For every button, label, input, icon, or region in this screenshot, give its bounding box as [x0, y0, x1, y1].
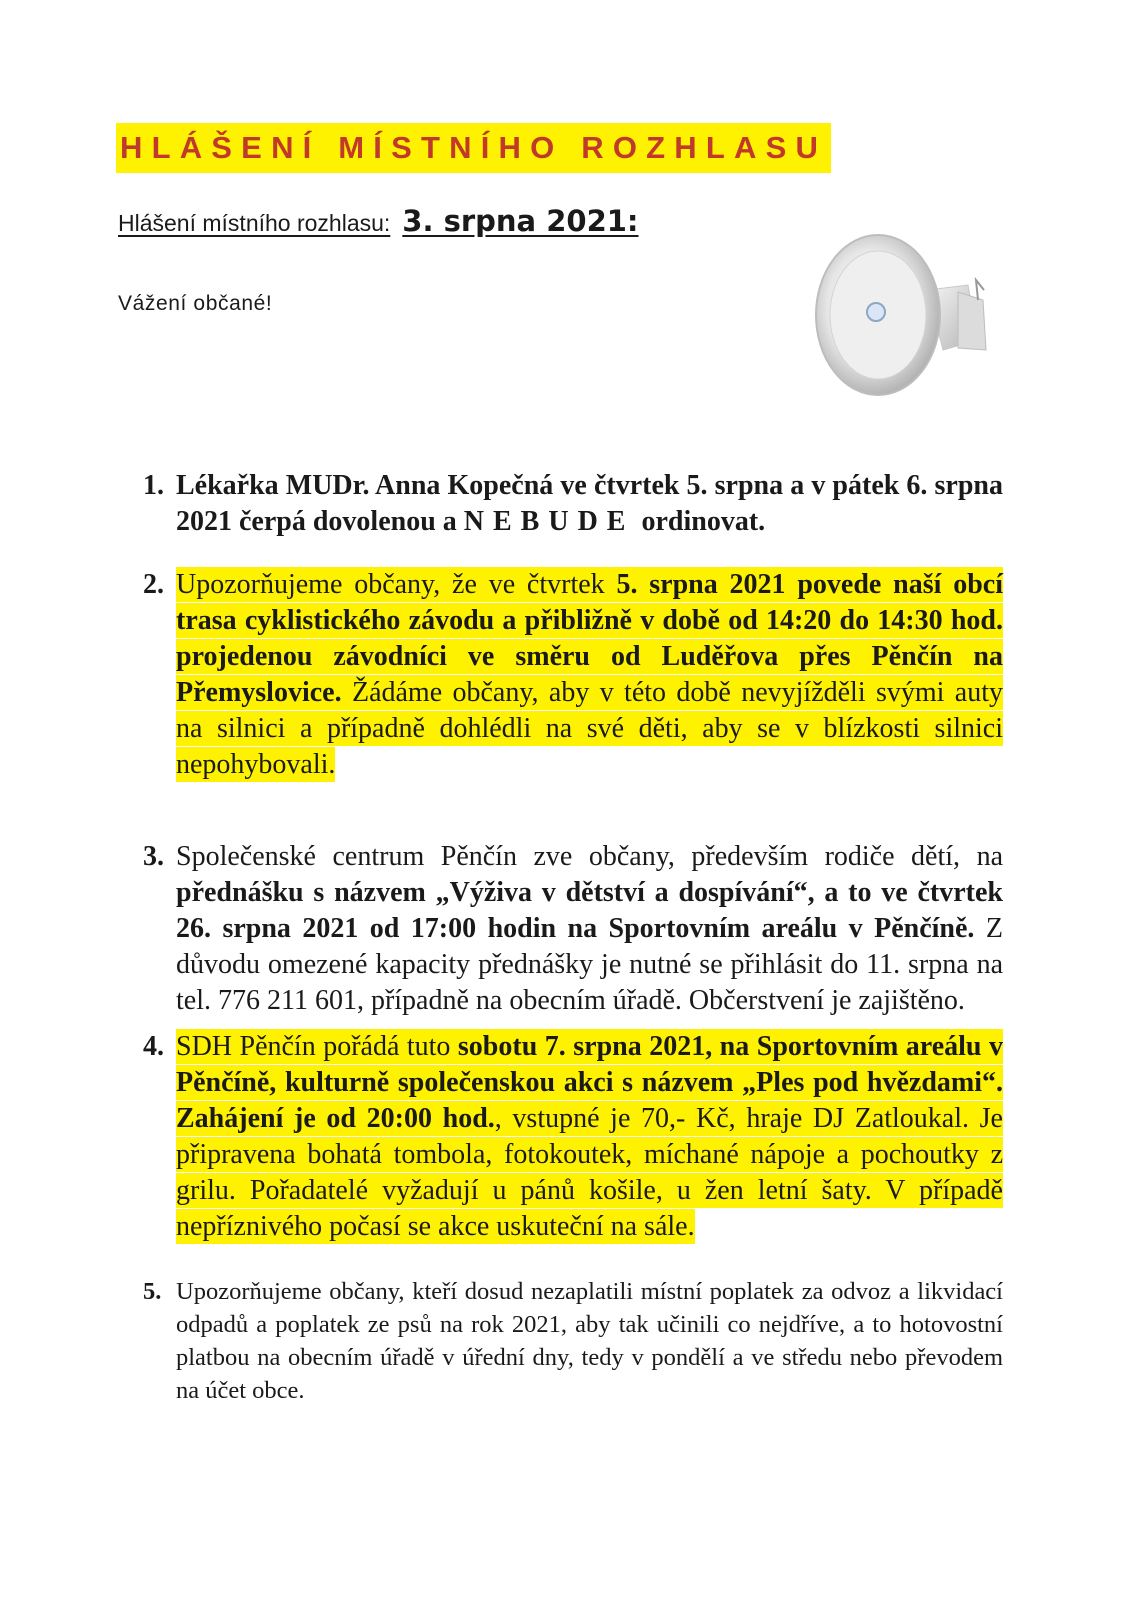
page-title-text: HLÁŠENÍ MÍSTNÍHO ROZHLASU: [116, 123, 831, 173]
announcement-item-1: [143, 468, 1003, 540]
item-number: 1.: [143, 470, 164, 501]
megaphone-icon: [808, 230, 1008, 420]
item-number: 3.: [143, 841, 164, 872]
highlighted-text: [176, 1029, 1003, 1244]
item-text-end: , vstupné je 70,- Kč, hraje DJ Zatloukal. Je připravena bohatá tombola, fotokoutek, míchané nápoje a pochoutky z grilu. Pořadatelé vyžadují u pánů košile, u žen letní šaty. V případě nepříznivého počasí se akce uskuteční na sále.: [176, 1103, 1003, 1242]
announcement-item-3: [143, 839, 1003, 1019]
item-text: Společenské centrum Pěnčín zve občany, především rodiče dětí, na: [176, 841, 1003, 872]
page-title: [116, 123, 916, 173]
announcement-date: 3. srpna 2021:: [402, 204, 639, 238]
item-text: Upozorňujeme občany, kteří dosud nezaplatili místní poplatek za odvoz a likvidací odpadů a poplatek ze psů na rok 2021, aby tak učinili co nejdříve, a to hotovostní platbou na obecním úřadě v úřední dny, tedy v pondělí a ve středu nebo převodem na účet obce.: [176, 1278, 1003, 1404]
subtitle-label: Hlášení místního rozhlasu:: [118, 210, 391, 236]
item-emphasis: sobotu 7. srpna 2021, na Sportovním areálu v Pěnčíně, kulturně společenskou akci s názvem „Ples pod hvězdami“. Zahájení je od 20:00 hod.: [176, 1031, 1003, 1134]
announcement-item-2: [143, 567, 1003, 783]
announcement-item-5: [143, 1275, 1003, 1407]
item-text-end: Z důvodu omezené kapacity přednášky je nutné se přihlásit do 11. srpna na tel. 776 211 601, případně na obecním úřadě. Občerstvení je zajištěno.: [176, 913, 1003, 1016]
item-emphasis: NEBUDE: [463, 506, 635, 537]
announcement-date-line: [118, 204, 639, 244]
item-text-end: ordinovat.: [634, 506, 766, 537]
highlighted-text: [176, 567, 1003, 782]
item-number: 2.: [143, 569, 164, 600]
item-text-end: Žádáme občany, aby v této době nevyjížděli svými auty na silnici a případně dohlédli na své děti, aby se v blízkosti silnici nepohybovali.: [176, 677, 1003, 780]
item-emphasis: přednášku s názvem „Výživa v dětství a dospívání“, a to ve čtvrtek 26. srpna 2021 od 17:00 hodin na Sportovním areálu v Pěnčíně.: [176, 877, 1003, 944]
announcement-item-4: [143, 1029, 1003, 1245]
item-text: Upozorňujeme občany, že ve čtvrtek: [176, 569, 617, 600]
item-number: 4.: [143, 1031, 164, 1062]
announcement-list: [143, 468, 1003, 1407]
greeting: Vážení občané!: [118, 292, 273, 315]
item-text: Lékařka MUDr. Anna Kopečná ve čtvrtek 5. srpna a v pátek 6. srpna 2021 čerpá dovolenou a: [176, 470, 1003, 537]
item-emphasis: 5. srpna 2021 povede naší obcí trasa cyklistického závodu a přibližně v době od 14:20 do 14:30 hod. projedenou závodníci ve směru od Luděřova přes Pěnčín na Přemyslovice.: [176, 569, 1003, 708]
item-text: SDH Pěnčín pořádá tuto: [176, 1031, 458, 1062]
item-number: 5.: [143, 1278, 162, 1305]
